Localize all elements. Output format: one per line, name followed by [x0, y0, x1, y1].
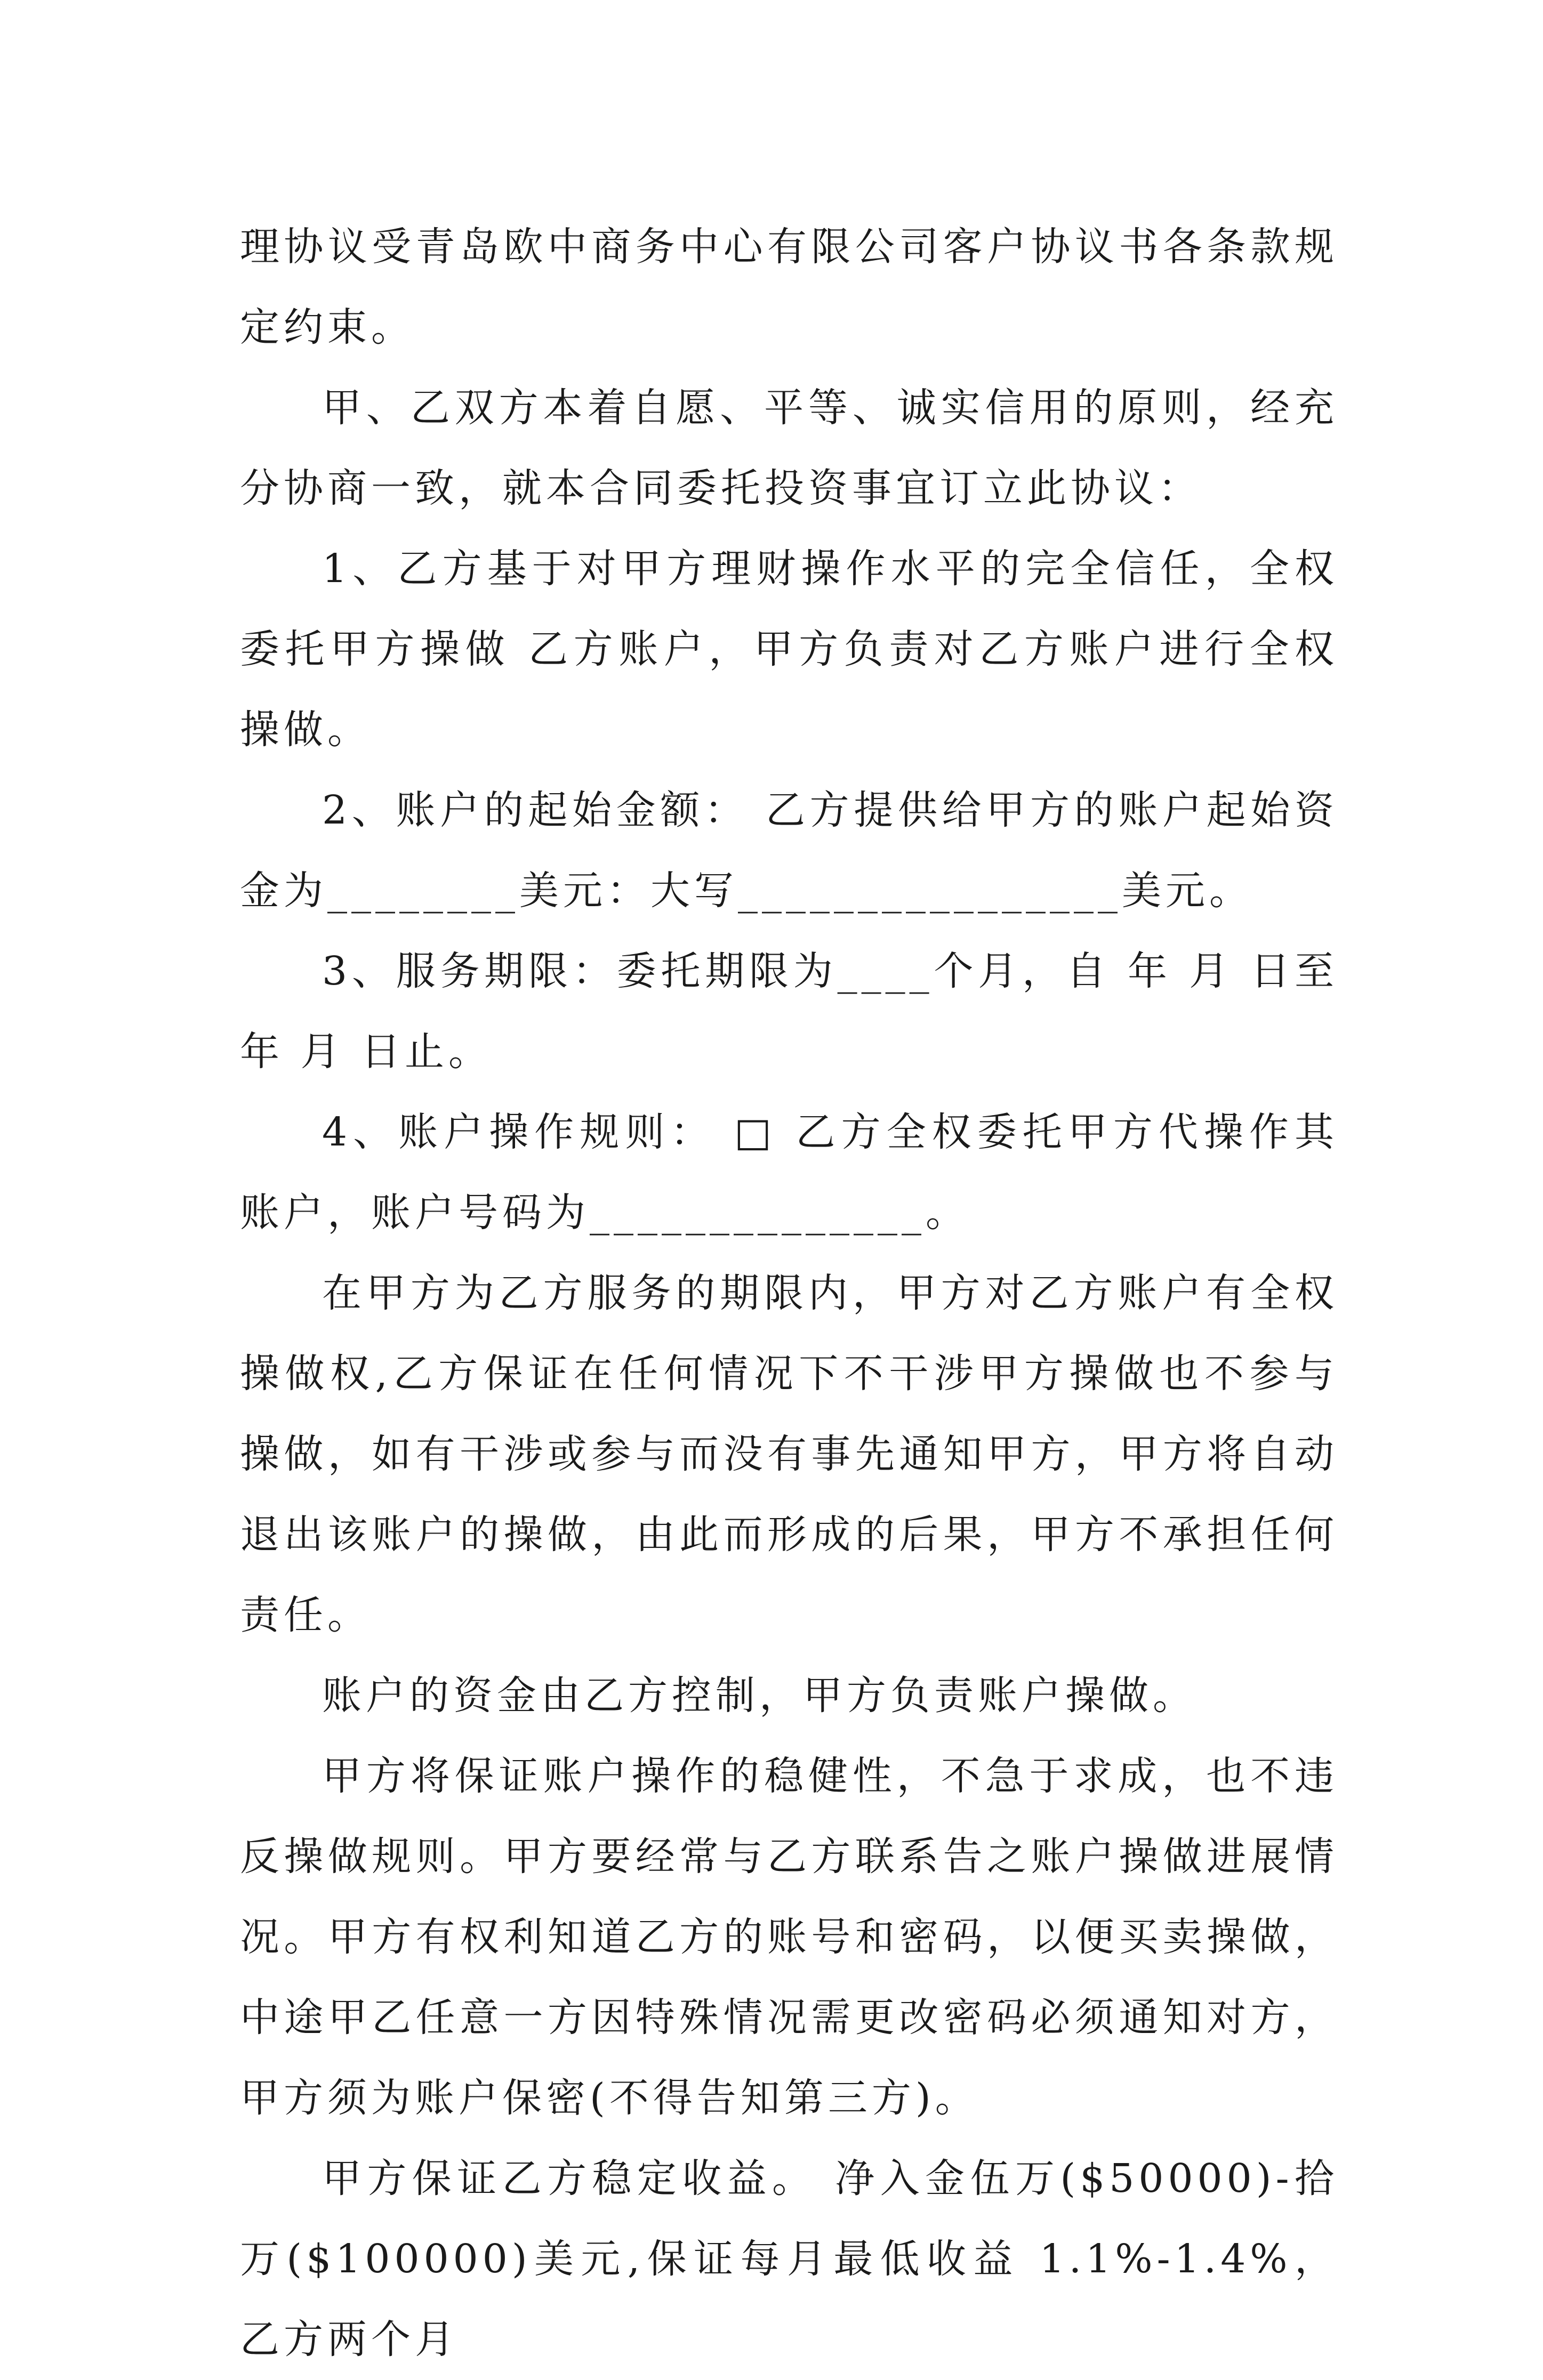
- paragraph-intro-continuation: 理协议受青岛欧中商务中心有限公司客户协议书各条款规定约束。: [240, 224, 1338, 350]
- paragraph-guaranteed-return: 甲方保证乙方稳定收益。 净入金伍万($50000)-拾万($100000)美元,保证每月最低收益 1.1%-1.4%，乙方两个月: [240, 2156, 1338, 2362]
- clause-1-delegation: 1、乙方基于对甲方理财操作水平的完全信任，全权委托甲方操做 乙方账户，甲方负责对乙方账户进行全权操做。: [240, 546, 1338, 753]
- paragraph-principles: 甲、乙双方本着自愿、平等、诚实信用的原则，经充分协商一致，就本合同委托投资事宜订立此协议：: [240, 385, 1338, 511]
- paragraph-fund-control: 账户的资金由乙方控制，甲方负责账户操做。: [322, 1673, 1196, 1719]
- clause-3-service-term: 3、服务期限：委托期限为____个月，自 年 月 日至 年 月 日止。: [240, 948, 1355, 1075]
- paragraph-stability-and-password: 甲方将保证账户操作的稳健性，不急于求成，也不违反操做规则。甲方要经常与乙方联系告之账户操做进展情况。甲方有权利知道乙方的账号和密码，以便买卖操做，中途甲乙任意一方因特殊情况需更改密码必须通知对方，甲方须为账户保密(不得告知第三方)。: [240, 1753, 1338, 2121]
- clause-2-initial-amount: 2、账户的起始金额： 乙方提供给甲方的账户起始资金为________美元：大写________________美元。: [240, 787, 1338, 914]
- paragraph-operation-rights: 在甲方为乙方服务的期限内，甲方对乙方账户有全权操做权,乙方保证在任何情况下不干涉甲方操做也不参与操做，如有干涉或参与而没有事先通知甲方，甲方将自动退出该账户的操做，由此而形成的后果，甲方不承担任何责任。: [240, 1270, 1338, 1638]
- contract-body: [240, 207, 1355, 2380]
- clause-4-operation-rules: 4、账户操作规则： □ 乙方全权委托甲方代操作其账户，账户号码为______________。: [240, 1109, 1338, 1236]
